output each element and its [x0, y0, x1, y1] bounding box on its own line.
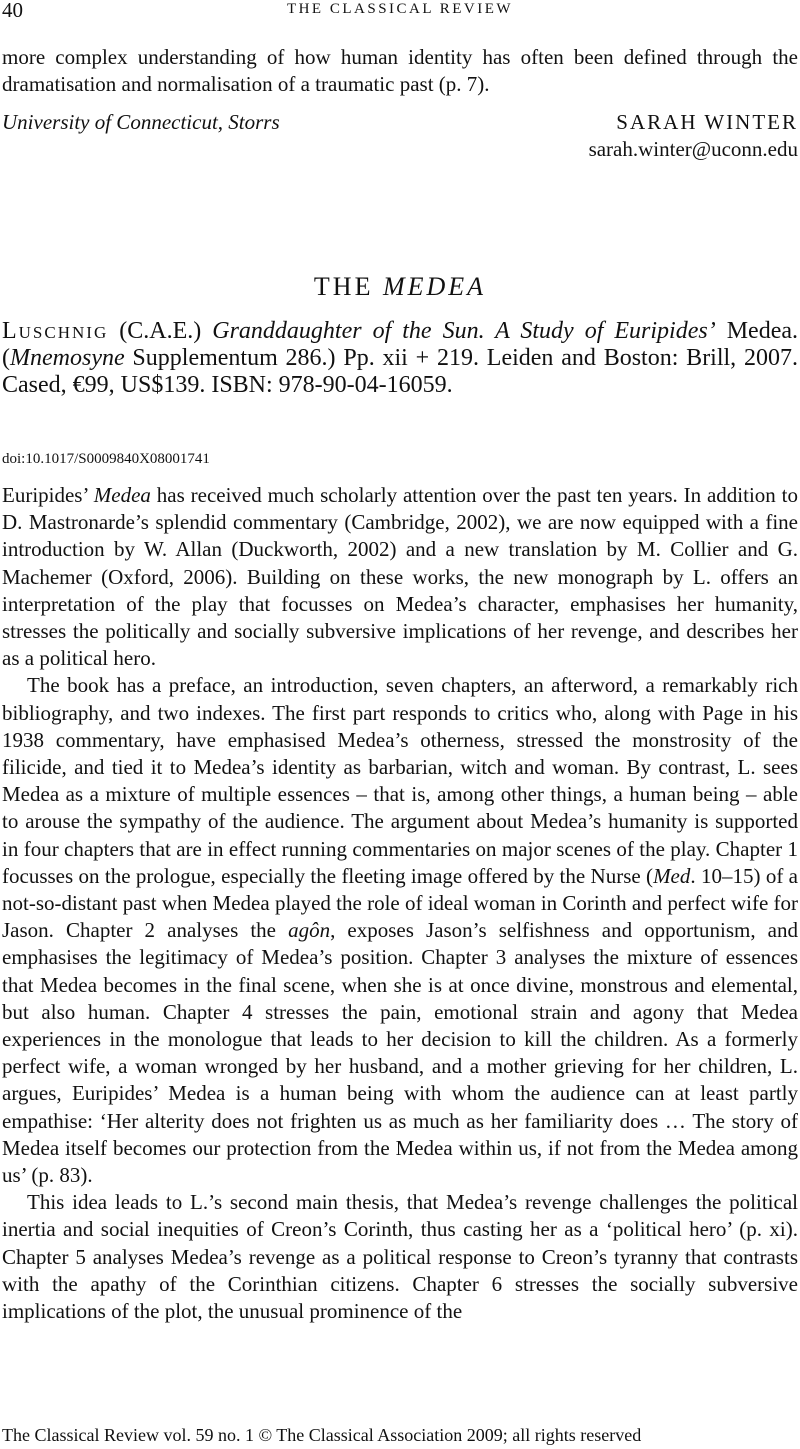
p1-text-a: Euripides’: [2, 483, 94, 507]
section-title-italic: MEDEA: [382, 272, 487, 301]
citation-title: Granddaughter of the Sun. A Study of Euripides’: [212, 318, 716, 344]
citation-title-roman: Medea. (: [2, 318, 799, 371]
reviewer-affiliation: University of Connecticut, Storrs: [2, 110, 280, 134]
body-paragraph-3: This idea leads to L.’s second main thesis, that Medea’s revenge challenges the political inertia and social inequities of Creon’s Corinth, thus casting her as a ‘political hero’ (p. xi). Chapter 5 analyses Medea’s revenge as a political response to Creon’s tyranny that contrasts with the apathy of the Corinthian citizens. Chapter 6 stresses the socially subversive implications of the plot, the unusual prominence of the: [2, 1190, 798, 1324]
citation-author: Luschnig: [2, 318, 109, 344]
citation-series: Mnemosyne: [10, 345, 125, 371]
closing-paragraph: more complex understanding of how human identity has often been defined through the dramatisation and normalisation of a traumatic past (p. 7).: [2, 45, 798, 97]
body-paragraph-2: [2, 672, 798, 1189]
p2-italic-2: agôn: [288, 918, 331, 943]
section-title: [0, 272, 800, 302]
p2-text-b: . 10–15) of a not-so-distant past when Medea played the role of ideal woman in Corinth and perfect wife for Jason. Chapter 2 analyses the: [2, 863, 799, 943]
journal-title: THE CLASSICAL REVIEW: [286, 1, 514, 17]
p2-italic-1: Med: [653, 863, 691, 888]
body-paragraph-1: [2, 482, 798, 672]
review-body: [2, 482, 798, 1325]
doi-link[interactable]: doi:10.1017/S0009840X08001741: [2, 451, 210, 467]
citation-details: Supplementum 286.) Pp. xii + 219. Leiden and Boston: Brill, 2007. Cased, €99, US$139. ISBN: 978-90-04-16059.: [2, 345, 798, 398]
running-header: [2, 0, 798, 26]
previous-review-closing: [2, 44, 798, 98]
p2-text-a: The book has a preface, an introduction, seven chapters, an afterword, a remarkably rich bibliography, and two indexes. The first part responds to critics who, along with Page in his 1938 commentary, have emphasised Medea’s otherness, stressed the monstrosity of the filicide, and tied it to Medea’s identity as barbarian, witch and woman. By contrast, L. sees Medea as a mixture of multiple essences – that is, among other things, a human being – able to arouse the sympathy of the audience. The argument about Medea’s humanity is supported in four chapters that are in effect running commentaries on major scenes of the play. Chapter 1 focusses on the prologue, especially the fleeting image offered by the Nurse (: [2, 673, 798, 888]
p2-text-c: , exposes Jason’s selfishness and opportunism, and emphasises the legitimacy of Medea’s position. Chapter 3 analyses the mixture of essences that Medea becomes in the final scene, when she is at once divine, monstrous and elemental, but also human. Chapter 4 stresses the pain, emotional strain and agony that Medea experiences in the monologue that leads to her decision to kill the children. As a formerly perfect wife, a woman wronged by her husband, and a mother grieving for her children, L. argues, Euripides’ Medea is a human being with whom the audience can at least partly empathise: ‘Her alterity does not frighten us as much as her familiarity does … The story of Medea itself becomes our protection from the Medea within us, if not from the Medea among us’ (p. 83).: [2, 918, 798, 1188]
copyright-footer: The Classical Review vol. 59 no. 1 © The Classical Association 2009; all rights reserved: [2, 1425, 642, 1445]
book-citation: [2, 318, 798, 399]
page-number: 40: [2, 0, 23, 22]
citation-initials: (C.A.E.): [108, 318, 213, 344]
reviewer-email: sarah.winter@uconn.edu: [588, 137, 798, 161]
p1-italic: Medea: [93, 483, 151, 507]
p1-text-b: has received much scholarly attention over the past ten years. In addition to D. Mastronarde’s splendid commentary (Cambridge, 2002), we are now equipped with a fine introduction by W. Allan (Duckworth, 2002) and a new translation by M. Collier and G. Machemer (Oxford, 2006). Building on these works, the new monograph by L. offers an interpretation of the play that focusses on Medea’s character, emphasises her humanity, stresses the politically and socially subversive implications of her revenge, and describes her as a political hero.: [2, 483, 798, 671]
reviewer-name: SARAH WINTER: [616, 110, 798, 134]
section-title-prefix: THE: [313, 272, 374, 301]
